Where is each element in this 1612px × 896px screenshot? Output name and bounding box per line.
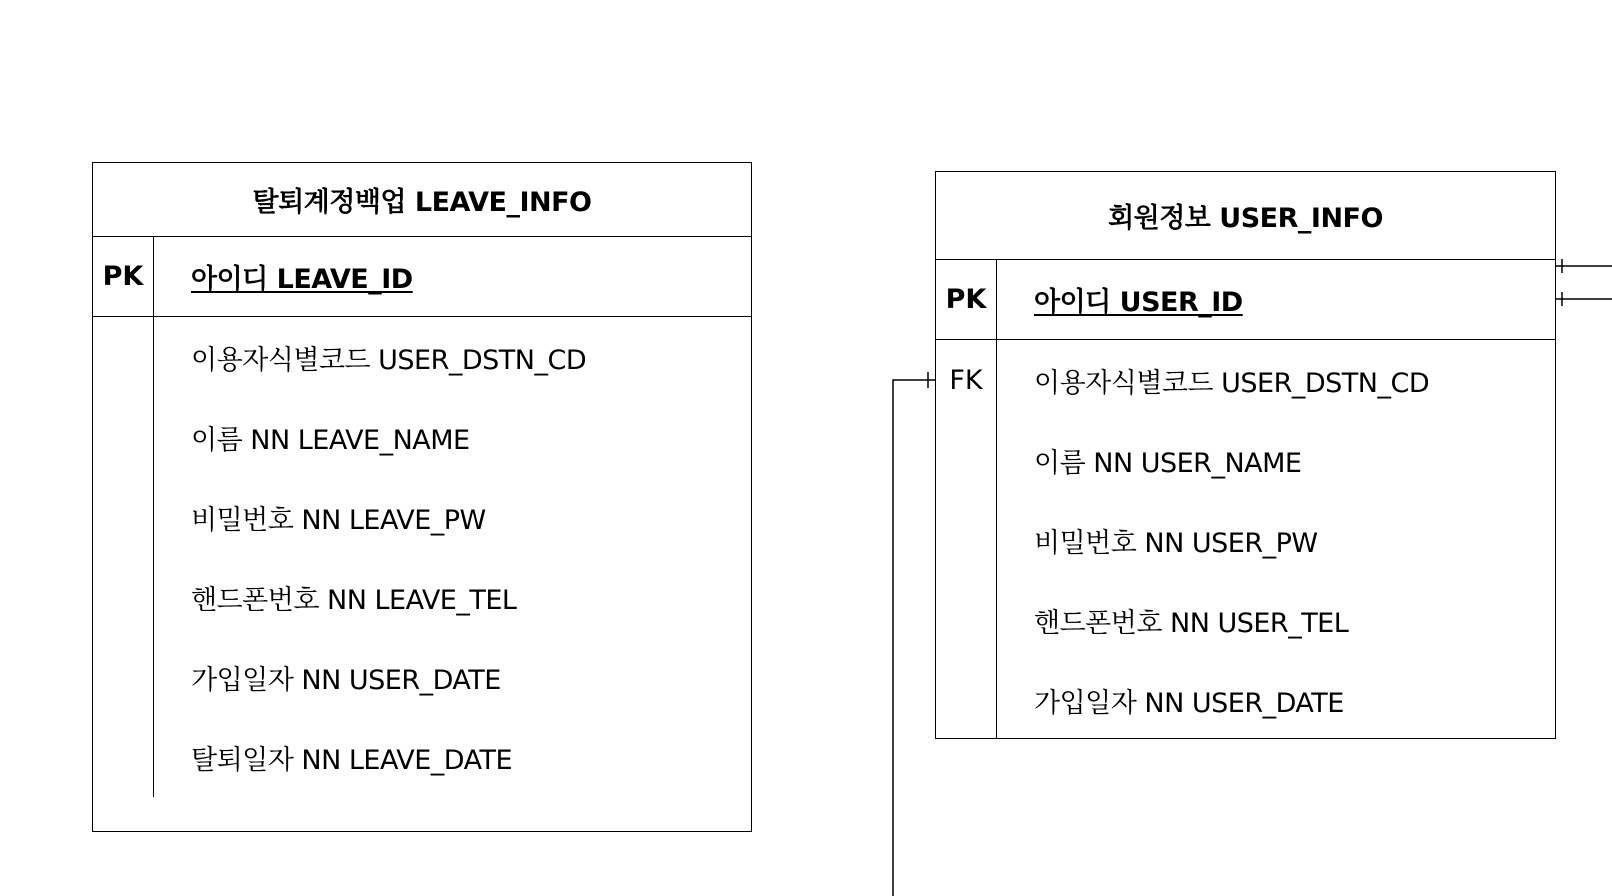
- field-label: 가입일자 NN USER_DATE: [1034, 687, 1344, 719]
- pk-label: PK: [945, 284, 987, 315]
- field-label: 이름 NN LEAVE_NAME: [191, 424, 470, 456]
- field-label: 이용자식별코드 USER_DSTN_CD: [1034, 367, 1430, 399]
- field-label: 이름 NN USER_NAME: [1034, 447, 1302, 479]
- fk-label: FK: [949, 364, 983, 396]
- pk-label: PK: [102, 261, 144, 292]
- field-label: 가입일자 NN USER_DATE: [191, 664, 501, 696]
- field-label: 탈퇴일자 NN LEAVE_DATE: [191, 744, 513, 776]
- field-label: 핸드폰번호 NN LEAVE_TEL: [191, 584, 517, 616]
- field-label: 이용자식별코드 USER_DSTN_CD: [191, 344, 587, 376]
- pk-field: 아이디 LEAVE_ID: [191, 264, 413, 295]
- entity-title-text: 회원정보 USER_INFO: [1108, 203, 1383, 234]
- fk-connector-line: [893, 380, 935, 896]
- entity-title-text: 탈퇴계정백업 LEAVE_INFO: [252, 187, 592, 218]
- field-label: 비밀번호 NN LEAVE_PW: [191, 504, 486, 536]
- field-label: 비밀번호 NN USER_PW: [1034, 527, 1318, 559]
- field-label: 핸드폰번호 NN USER_TEL: [1034, 607, 1349, 639]
- pk-field: 아이디 USER_ID: [1034, 287, 1243, 318]
